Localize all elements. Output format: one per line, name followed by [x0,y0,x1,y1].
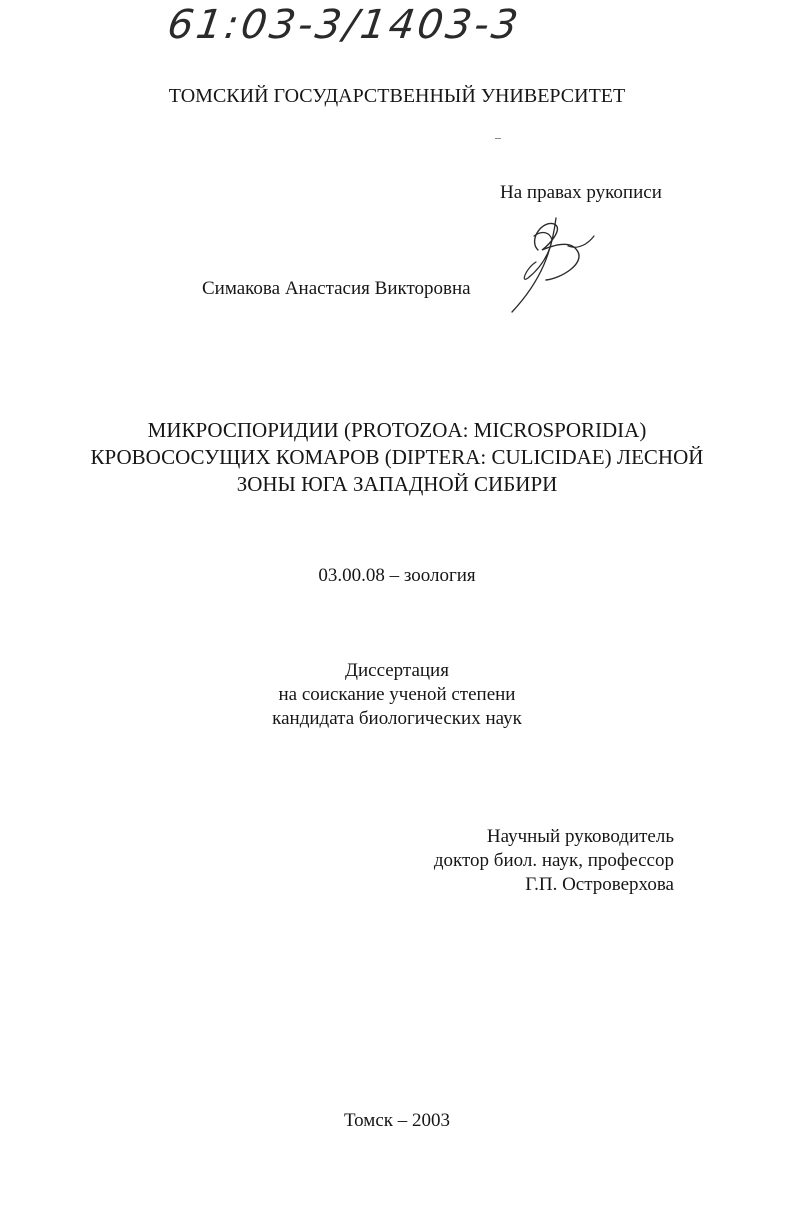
signature-icon [498,200,608,320]
place-year: Томск – 2003 [343,1110,450,1131]
supervisor-name: Г.П. Островерхова [525,874,674,895]
title-line: МИКРОСПОРИДИИ (PROTOZOA: MICROSPORIDIA) [147,418,647,442]
degree-line: на соискание ученой степени [278,684,516,705]
archive-number: 61:03-3/1403-3 [164,2,524,48]
manuscript-rights-note: На правах рукописи [500,182,662,203]
scan-speck [495,138,501,139]
dissertation-title [0,417,794,498]
specialty-code: 03.00.08 – зоология [318,565,476,586]
title-line: КРОВОСОСУЩИХ КОМАРОВ (DIPTERA: CULICIDAE) ЛЕСНОЙ [90,445,704,469]
author-signature [498,200,608,320]
degree-line: Диссертация [345,660,449,681]
author-name: Симакова Анастасия Викторовна [202,278,471,299]
university-name: ТОМСКИЙ ГОСУДАРСТВЕННЫЙ УНИВЕРСИТЕТ [168,85,626,107]
supervisor-degree: доктор биол. наук, профессор [433,850,674,871]
title-line: ЗОНЫ ЮГА ЗАПАДНОЙ СИБИРИ [236,472,558,496]
supervisor-label: Научный руководитель [486,826,674,847]
degree-line: кандидата биологических наук [272,708,522,729]
